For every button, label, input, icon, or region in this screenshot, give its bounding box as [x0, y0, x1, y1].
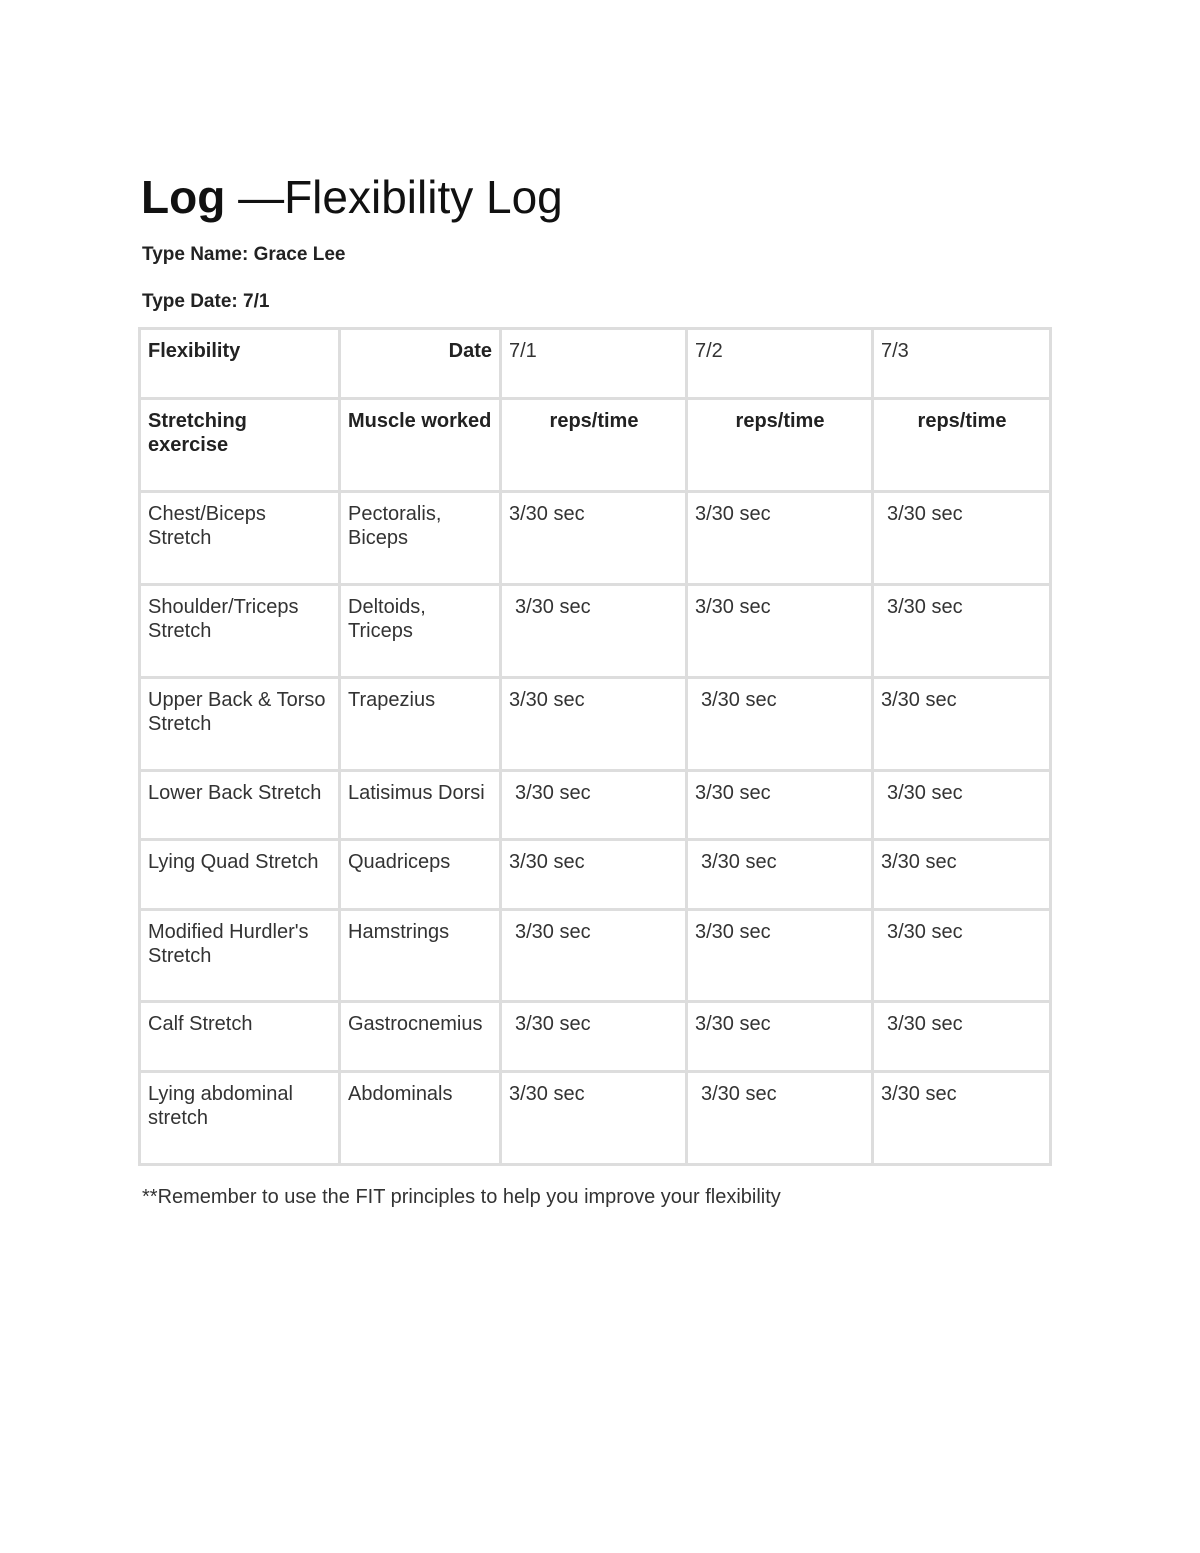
exercise-cell: Modified Hurdler's Stretch [140, 910, 340, 1002]
page-title [141, 170, 563, 224]
reps-cell [687, 1072, 873, 1165]
reps-cell [873, 771, 1051, 840]
table-subheader-row [140, 399, 1051, 492]
reps-value: 3/30 sec [887, 596, 963, 618]
reps-cell [687, 840, 873, 910]
reps-value: 3/30 sec [701, 689, 777, 711]
header-date: Date [340, 329, 501, 399]
reps-value: 3/30 sec [515, 1013, 591, 1035]
subheader-stretching-exercise: Stretching exercise [140, 399, 340, 492]
reps-cell: 3/30 sec [687, 910, 873, 1002]
reps-value: 3/30 sec [887, 782, 963, 804]
subheader-reps-time-2: reps/time [687, 399, 873, 492]
muscle-cell: Pectoralis, Biceps [340, 492, 501, 585]
date-line: Type Date: 7/1 [142, 291, 270, 312]
reps-cell: 3/30 sec [501, 1072, 687, 1165]
exercise-cell: Chest/Biceps Stretch [140, 492, 340, 585]
table-row [140, 840, 1051, 910]
reps-value: 3/30 sec [515, 921, 591, 943]
table-row [140, 771, 1051, 840]
table-row [140, 678, 1051, 771]
exercise-cell: Calf Stretch [140, 1002, 340, 1072]
flexibility-log-table [138, 327, 1052, 1166]
name-line: Type Name: Grace Lee [142, 244, 346, 265]
exercise-cell: Lying abdominal stretch [140, 1072, 340, 1165]
fit-reminder-footnote: **Remember to use the FIT principles to help you improve your flexibility [142, 1186, 781, 1208]
reps-cell: 3/30 sec [687, 585, 873, 678]
table-row [140, 1002, 1051, 1072]
reps-cell: 3/30 sec [501, 492, 687, 585]
reps-value: 3/30 sec [887, 503, 963, 525]
reps-cell: 3/30 sec [501, 840, 687, 910]
page-title-prefix: Log [141, 171, 239, 223]
reps-cell: 3/30 sec [501, 678, 687, 771]
exercise-cell: Lying Quad Stretch [140, 840, 340, 910]
reps-value: 3/30 sec [515, 596, 591, 618]
reps-value: 3/30 sec [887, 921, 963, 943]
reps-cell [501, 1002, 687, 1072]
reps-value: 3/30 sec [887, 1013, 963, 1035]
header-flexibility: Flexibility [140, 329, 340, 399]
subheader-reps-time-1: reps/time [501, 399, 687, 492]
reps-cell [687, 678, 873, 771]
reps-cell [501, 585, 687, 678]
muscle-cell: Hamstrings [340, 910, 501, 1002]
subheader-muscle-worked: Muscle worked [340, 399, 501, 492]
exercise-cell: Upper Back & Torso Stretch [140, 678, 340, 771]
subheader-reps-time-3: reps/time [873, 399, 1051, 492]
table-row [140, 585, 1051, 678]
reps-value: 3/30 sec [701, 1083, 777, 1105]
reps-cell: 3/30 sec [687, 771, 873, 840]
exercise-cell: Lower Back Stretch [140, 771, 340, 840]
header-date-2: 7/2 [687, 329, 873, 399]
reps-cell [501, 910, 687, 1002]
reps-cell: 3/30 sec [873, 678, 1051, 771]
reps-cell [873, 1002, 1051, 1072]
table-row [140, 1072, 1051, 1165]
table-row [140, 910, 1051, 1002]
muscle-cell: Deltoids, Triceps [340, 585, 501, 678]
reps-cell [501, 771, 687, 840]
reps-value: 3/30 sec [515, 782, 591, 804]
header-date-1: 7/1 [501, 329, 687, 399]
muscle-cell: Quadriceps [340, 840, 501, 910]
reps-cell: 3/30 sec [687, 492, 873, 585]
reps-cell: 3/30 sec [873, 1072, 1051, 1165]
reps-cell: 3/30 sec [873, 840, 1051, 910]
muscle-cell: Abdominals [340, 1072, 501, 1165]
muscle-cell: Trapezius [340, 678, 501, 771]
table-header-row [140, 329, 1051, 399]
muscle-cell: Latisimus Dorsi [340, 771, 501, 840]
reps-cell [873, 492, 1051, 585]
exercise-cell: Shoulder/Triceps Stretch [140, 585, 340, 678]
header-date-3: 7/3 [873, 329, 1051, 399]
reps-cell [873, 910, 1051, 1002]
reps-cell: 3/30 sec [687, 1002, 873, 1072]
reps-cell [873, 585, 1051, 678]
reps-value: 3/30 sec [701, 851, 777, 873]
muscle-cell: Gastrocnemius [340, 1002, 501, 1072]
table-row [140, 492, 1051, 585]
page-title-rest: —Flexibility Log [238, 171, 563, 223]
